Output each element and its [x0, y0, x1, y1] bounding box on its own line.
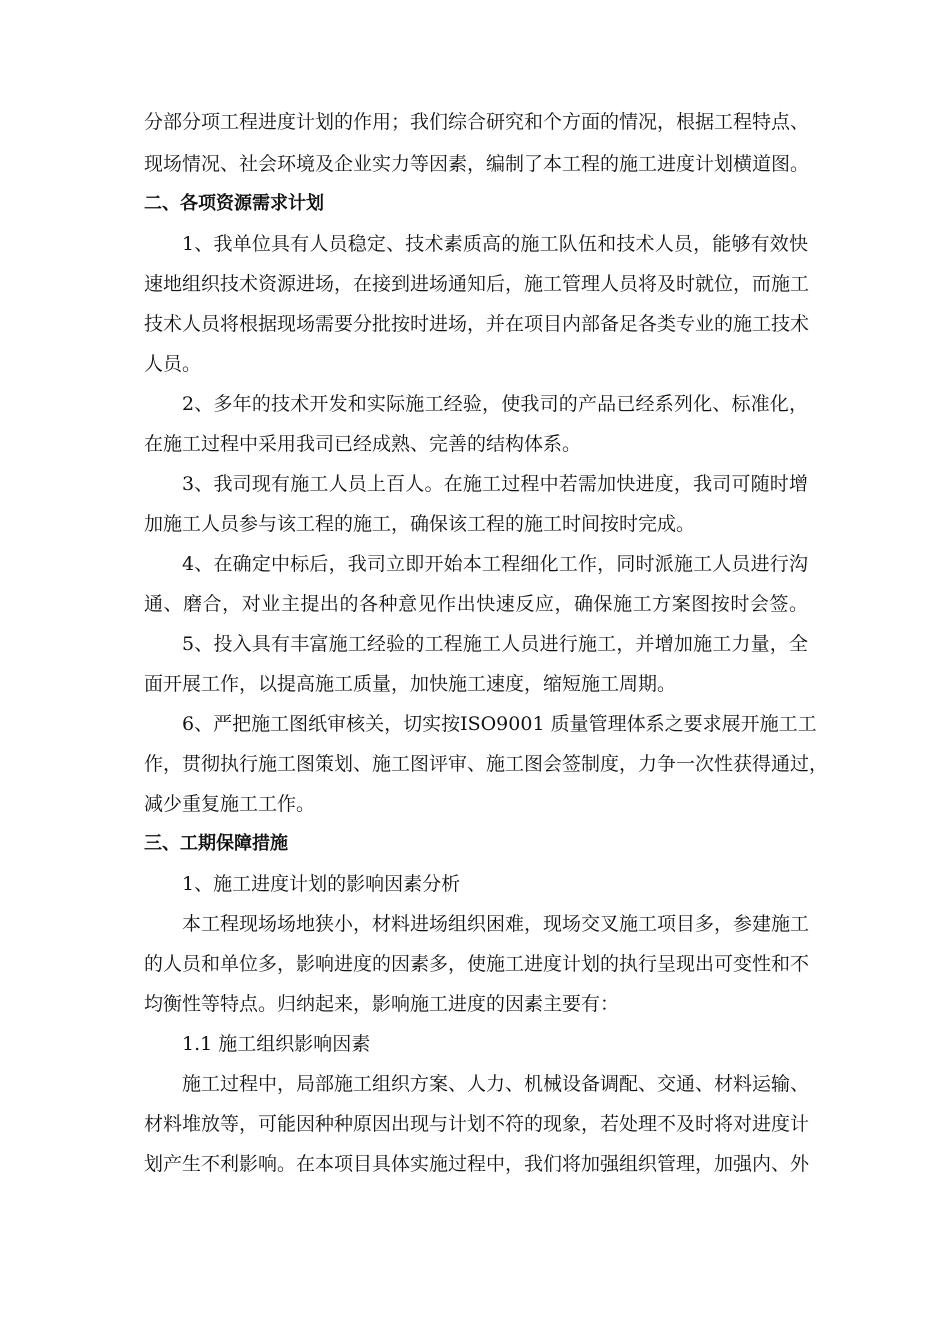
section-heading-2: 二、各项资源需求计划 [144, 193, 324, 214]
paragraph-line: 2、多年的技术开发和实际施工经验，使我司的产品已经系列化、标准化， [182, 393, 808, 415]
paragraph-line: 减少重复施工工作。 [144, 793, 316, 815]
paragraph-line: 均衡性等特点。归纳起来，影响施工进度的因素主要有： [144, 993, 620, 1015]
paragraph-line: 技术人员将根据现场需要分批按时进场，并在项目内部备足各类专业的施工技术 [144, 313, 810, 335]
paragraph-line: 6、严把施工图纸审核关，切实按ISO9001 质量管理体系之要求展开施工工 [182, 713, 817, 735]
paragraph-line: 作，贯彻执行施工图策划、施工图评审、施工图会签制度，力争一次性获得通过， [144, 753, 829, 775]
section-heading-3: 三、工期保障措施 [144, 833, 288, 854]
paragraph-line: 在施工过程中采用我司已经成熟、完善的结构体系。 [144, 433, 582, 455]
paragraph-line: 4、在确定中标后，我司立即开始本工程细化工作，同时派施工人员进行沟 [182, 553, 808, 575]
paragraph-line: 人员。 [144, 353, 202, 375]
paragraph-line: 通、磨合，对业主提出的各种意见作出快速反应，确保施工方案图按时会签。 [144, 593, 808, 615]
subsection-heading: 1.1 施工组织影响因素 [182, 1033, 371, 1055]
subsection-heading: 1、施工进度计划的影响因素分析 [182, 873, 461, 895]
paragraph-line: 材料堆放等，可能因种种原因出现与计划不符的现象，若处理不及时将对进度计 [144, 1113, 810, 1135]
paragraph-line: 1、我单位具有人员稳定、技术素质高的施工队伍和技术人员，能够有效快 [182, 233, 808, 255]
paragraph-line: 5、投入具有丰富施工经验的工程施工人员进行施工，并增加施工力量，全 [182, 633, 808, 655]
paragraph-line: 现场情况、社会环境及企业实力等因素，编制了本工程的施工进度计划横道图。 [144, 153, 810, 175]
paragraph-line: 速地组织技术资源进场，在接到进场通知后，施工管理人员将及时就位，而施工 [144, 273, 810, 295]
paragraph-line: 本工程现场场地狭小，材料进场组织困难，现场交叉施工项目多，参建施工 [182, 913, 810, 935]
paragraph-line: 加施工人员参与该工程的施工，确保该工程的施工时间按时完成。 [144, 513, 696, 535]
paragraph-line: 面开展工作，以提高施工质量，加快施工速度，缩短施工周期。 [144, 673, 677, 695]
paragraph-line: 施工过程中，局部施工组织方案、人力、机械设备调配、交通、材料运输、 [182, 1073, 810, 1095]
paragraph-line: 3、我司现有施工人员上百人。在施工过程中若需加快进度，我司可随时增 [182, 473, 808, 495]
paragraph-line: 分部分项工程进度计划的作用；我们综合研究和个方面的情况，根据工程特点、 [144, 111, 810, 133]
paragraph-line: 划产生不利影响。在本项目具体实施过程中，我们将加强组织管理，加强内、外 [144, 1153, 810, 1175]
paragraph-line: 的人员和单位多，影响进度的因素多，使施工进度计划的执行呈现出可变性和不 [144, 953, 810, 975]
